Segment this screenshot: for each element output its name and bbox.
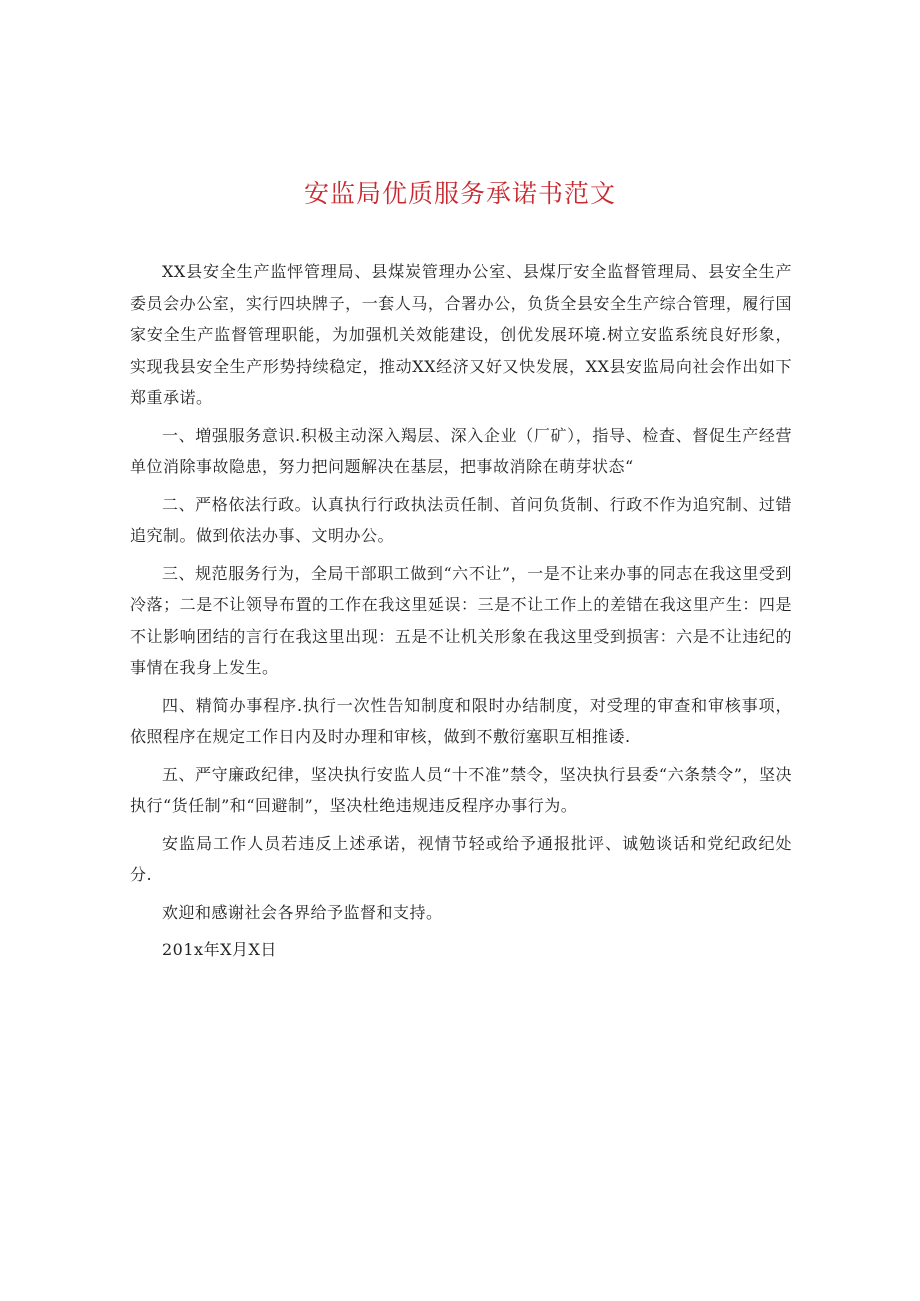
- paragraph-commitment-2: 二、严格依法行政。认真执行行政执法贡任制、首问负货制、行政不作为追究制、过错追究制。做到依法办事、文明办公。: [130, 494, 792, 545]
- paragraph-welcome: 欢迎和感谢社会各界给予监督和支持。: [162, 902, 443, 922]
- paragraph-commitment-1: 一、増强服务意识.积极主动深入羯层、深入企业（厂矿），指导、检査、督促生产经营单位消除事故隐患，努力把问题解决在基层，把事故消除在萌芽状态“: [130, 425, 792, 476]
- document-date: 201x年X月X日: [162, 940, 277, 959]
- document-body: [130, 256, 792, 966]
- paragraph-penalty: 安监局工作人员若违反上述承诺，视情节轻或给予通报批评、诚勉谈话和党纪政纪处分.: [130, 833, 792, 884]
- document-title: 安监局优质服务承诺书范文: [303, 179, 616, 208]
- paragraph-commitment-3: 三、规范服务行为，全局干部职工做到“六不让”，一是不让来办事的同志在我这里受到冷落；二是不让领导布置的工作在我这里延误：三是不让工作上的差错在我这里产生：四是不让影响团结的言行在我这里出现：五是不让机关形象在我这里受到损害：六是不让违纪的事情在我身上发生。: [130, 563, 792, 677]
- paragraph-commitment-4: 四、精简办事程序.执行一次性告知制度和限时办结制度，对受理的审查和审核事项，依照程序在规定工作日内及时办理和审核，做到不敷衍塞职互相推诿.: [130, 695, 792, 746]
- paragraph-intro: XX县安全生产监怦管理局、县煤炭管理办公室、县煤厅安全监督管理局、县安全生产委员会办公室，实行四块牌子，一套人马，合署办公，负货全县安全生产综合管理，履行国家安全生产监督管理职能，为加强机关效能建设，创优发展环境.树立安监系统良好形象，实现我县安全生产形势持续稳定，推动XX经济又好又快发展，XX县安监局向社会作出如下郑重承诺。: [130, 262, 792, 407]
- paragraph-commitment-5: 五、严守廉政纪律，坚决执行安监人员“十不准”禁令，坚决执行县委“六条禁令”，坚决执行“货任制”和“回避制”，坚决杜绝违规违反程序办事行为。: [130, 764, 792, 815]
